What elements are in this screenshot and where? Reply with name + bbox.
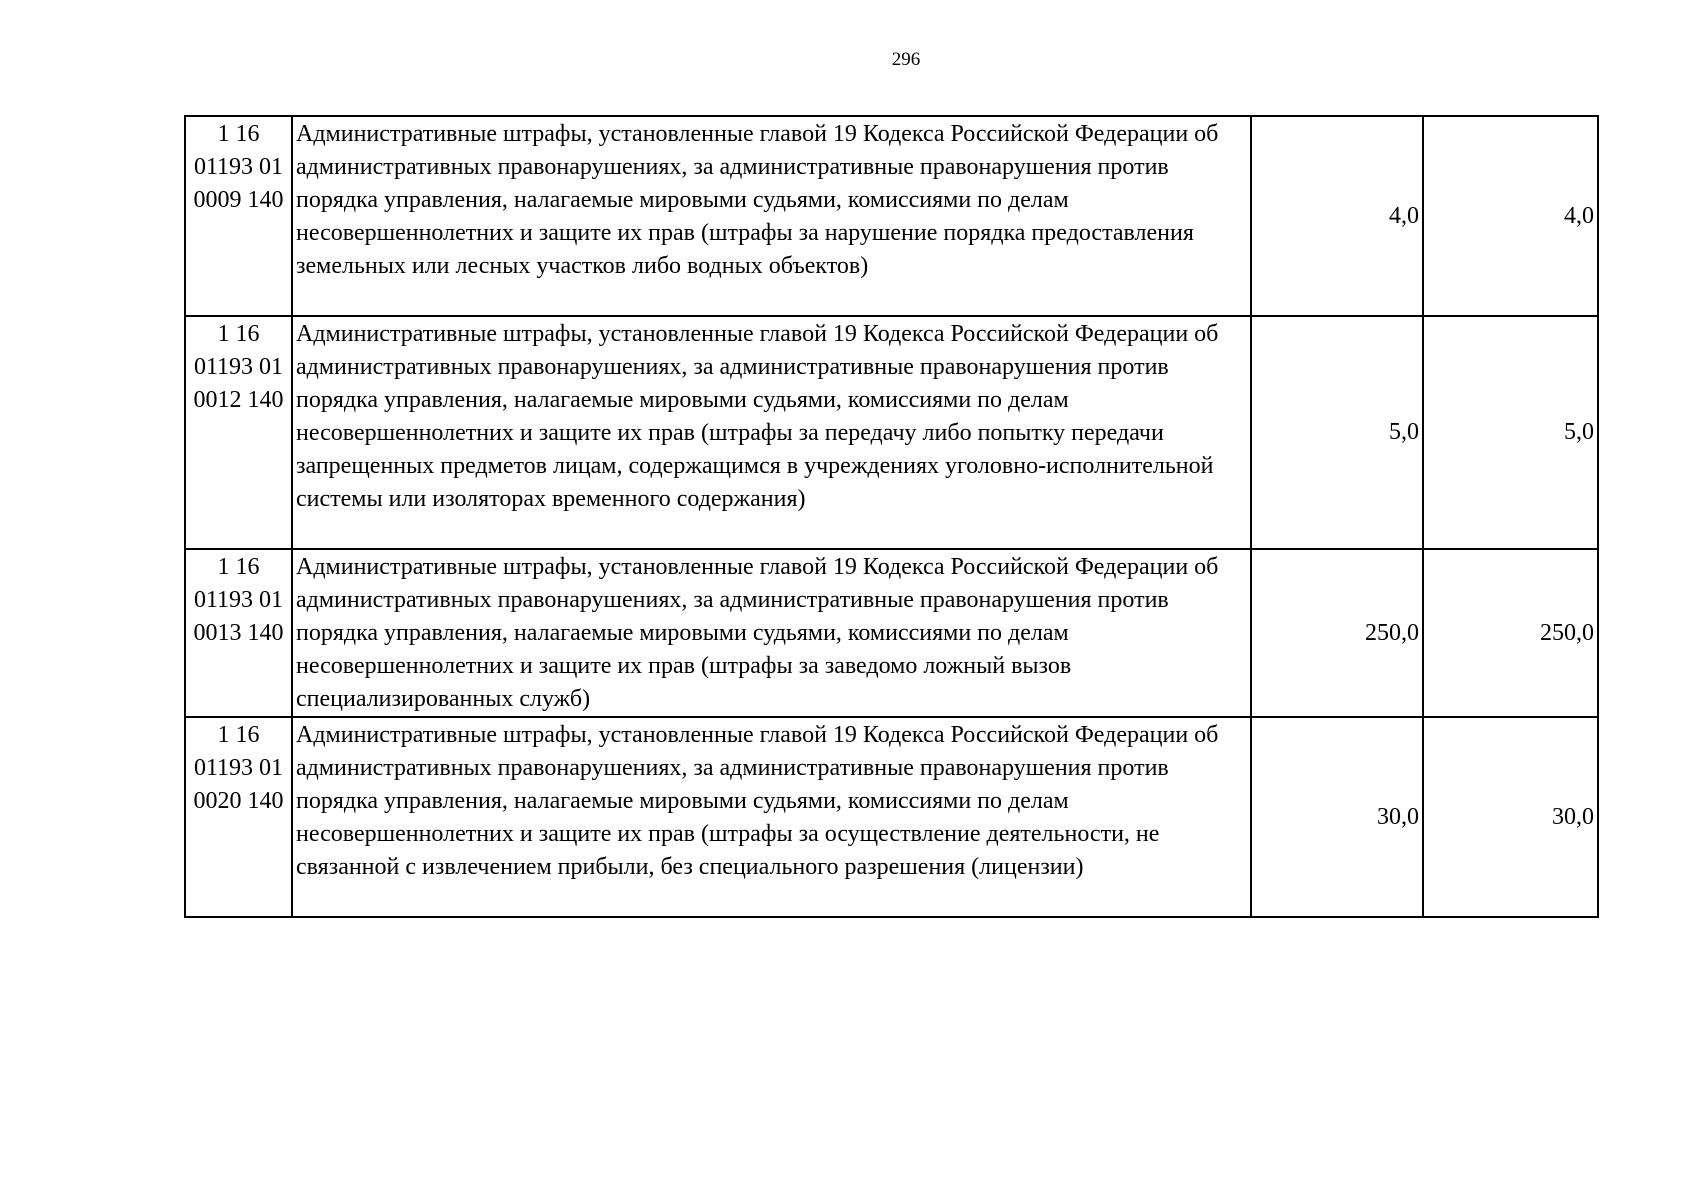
budget-code-cell bbox=[185, 116, 292, 316]
value-cell-2: 30,0 bbox=[1423, 717, 1598, 917]
budget-code-line: 1 16 bbox=[217, 321, 260, 347]
description-cell: Административные штрафы, установленные главой 19 Кодекса Российской Федерации об административных правонарушениях, за административные правонарушения против порядка управления, налагаемые мировыми судьями, комиссиями по делам несовершеннолетних и защите их прав (штрафы за осуществление деятельности, не связанной с извлечением прибыли, без специального разрешения (лицензии) bbox=[292, 717, 1251, 917]
budget-code-line: 0013 140 bbox=[193, 620, 284, 646]
budget-code-line: 1 16 bbox=[217, 554, 260, 580]
table-row bbox=[185, 316, 1598, 549]
budget-code-line: 01193 01 bbox=[193, 587, 284, 613]
budget-code-line: 01193 01 bbox=[193, 354, 284, 380]
budget-code-line: 01193 01 bbox=[193, 154, 284, 180]
value-cell-2: 5,0 bbox=[1423, 316, 1598, 549]
table-row bbox=[185, 116, 1598, 316]
description-cell: Административные штрафы, установленные главой 19 Кодекса Российской Федерации об административных правонарушениях, за административные правонарушения против порядка управления, налагаемые мировыми судьями, комиссиями по делам несовершеннолетних и защите их прав (штрафы за заведомо ложный вызов специализированных служб) bbox=[292, 549, 1251, 717]
value-cell-1: 4,0 bbox=[1251, 116, 1423, 316]
budget-code-line: 1 16 bbox=[217, 121, 260, 147]
table-row bbox=[185, 549, 1598, 717]
budget-code-line: 1 16 bbox=[217, 722, 260, 748]
value-cell-1: 250,0 bbox=[1251, 549, 1423, 717]
table-row bbox=[185, 717, 1598, 917]
value-cell-1: 30,0 bbox=[1251, 717, 1423, 917]
description-cell: Административные штрафы, установленные главой 19 Кодекса Российской Федерации об административных правонарушениях, за административные правонарушения против порядка управления, налагаемые мировыми судьями, комиссиями по делам несовершеннолетних и защите их прав (штрафы за передачу либо попытку передачи запрещенных предметов лицам, содержащимся в учреждениях уголовно-исполнительной системы или изоляторах временного содержания) bbox=[292, 316, 1251, 549]
revenue-table bbox=[184, 115, 1599, 918]
budget-code-cell bbox=[185, 316, 292, 549]
budget-code-line: 0020 140 bbox=[193, 788, 284, 814]
budget-code-line: 0012 140 bbox=[193, 387, 284, 413]
page-number: 296 bbox=[891, 49, 921, 70]
budget-code-cell bbox=[185, 717, 292, 917]
budget-code-line: 01193 01 bbox=[193, 755, 284, 781]
budget-code-cell bbox=[185, 549, 292, 717]
value-cell-2: 250,0 bbox=[1423, 549, 1598, 717]
value-cell-2: 4,0 bbox=[1423, 116, 1598, 316]
description-cell: Административные штрафы, установленные главой 19 Кодекса Российской Федерации об административных правонарушениях, за административные правонарушения против порядка управления, налагаемые мировыми судьями, комиссиями по делам несовершеннолетних и защите их прав (штрафы за нарушение порядка предоставления земельных или лесных участков либо водных объектов) bbox=[292, 116, 1251, 316]
value-cell-1: 5,0 bbox=[1251, 316, 1423, 549]
budget-code-line: 0009 140 bbox=[193, 187, 284, 213]
